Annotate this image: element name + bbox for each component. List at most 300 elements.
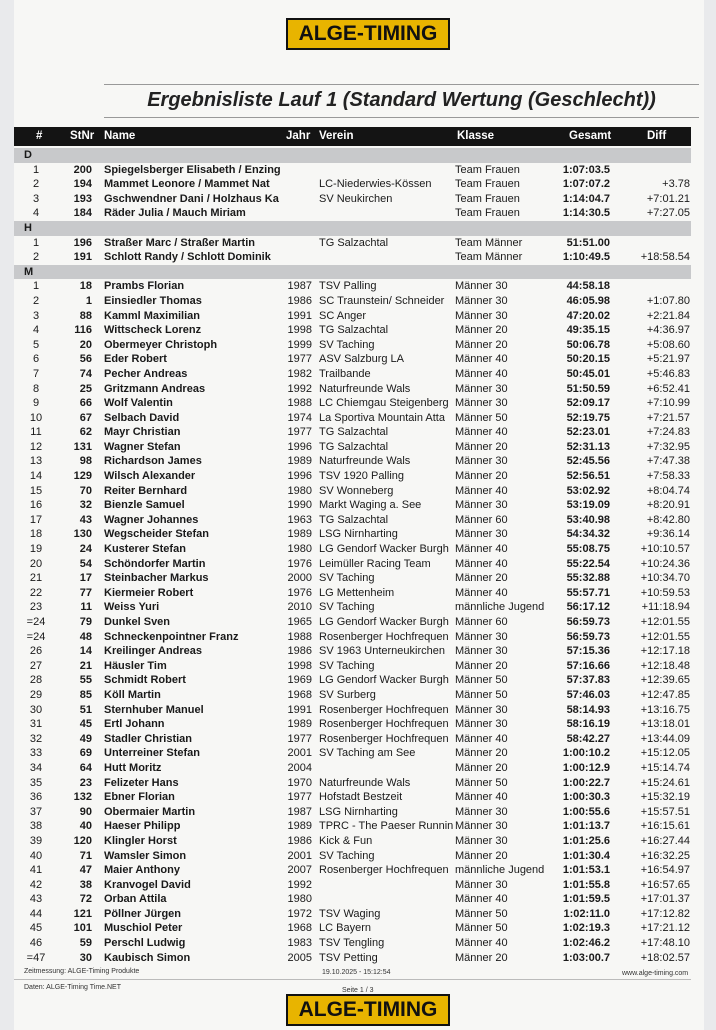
stnr-cell: 131 — [73, 440, 92, 453]
stnr-cell: 191 — [73, 251, 92, 264]
jahr-cell: 1989 — [287, 718, 312, 731]
diff-cell: +12:01.55 — [640, 630, 690, 643]
name-cell: Gschwendner Dani / Holzhaus Ka — [104, 192, 279, 205]
table-row — [14, 805, 691, 820]
rank-cell: 45 — [29, 922, 43, 935]
stnr-cell: 14 — [79, 645, 92, 658]
name-cell: Richardson James — [104, 455, 202, 468]
table-row — [14, 206, 691, 221]
klasse-cell: Männer 40 — [455, 791, 508, 804]
title-top-rule — [104, 84, 699, 85]
klasse-cell: Männer 50 — [455, 674, 508, 687]
jahr-cell: 1991 — [287, 309, 312, 322]
klasse-cell: Männer 20 — [455, 324, 508, 337]
gesamt-cell: 1:07:03.5 — [562, 163, 610, 176]
stnr-cell: 116 — [74, 324, 92, 337]
klasse-cell: Männer 30 — [455, 820, 508, 833]
gesamt-cell: 1:02:19.3 — [562, 922, 610, 935]
stnr-cell: 62 — [79, 426, 92, 439]
stnr-cell: 90 — [79, 805, 92, 818]
jahr-cell: 1999 — [287, 338, 312, 351]
name-cell: Pöllner Jürgen — [104, 907, 182, 920]
name-cell: Felizeter Hans — [104, 776, 179, 789]
gesamt-cell: 53:40.98 — [566, 513, 610, 526]
verein-cell: Rosenberger Hochfrequen — [319, 864, 449, 877]
jahr-cell: 2010 — [287, 601, 312, 614]
name-cell: Perschl Ludwig — [104, 937, 186, 950]
jahr-cell: 1970 — [287, 776, 312, 789]
stnr-cell: 25 — [79, 382, 92, 395]
klasse-cell: männliche Jugend — [455, 864, 545, 877]
rank-cell: 39 — [29, 834, 43, 847]
rank-cell: 29 — [29, 688, 43, 701]
jahr-cell: 2001 — [287, 747, 312, 760]
diff-cell: +17:21.12 — [640, 922, 690, 935]
gesamt-cell: 58:14.93 — [566, 703, 610, 716]
klasse-cell: Team Frauen — [455, 163, 520, 176]
klasse-cell: Männer 30 — [455, 878, 508, 891]
gesamt-cell: 1:03:00.7 — [562, 951, 610, 964]
jahr-cell: 1992 — [287, 382, 312, 395]
diff-cell: +13:16.75 — [640, 703, 690, 716]
stnr-cell: 71 — [79, 849, 92, 862]
jahr-cell: 1989 — [287, 528, 312, 541]
verein-cell: SC Traunstein/ Schneider — [319, 294, 445, 307]
stnr-cell: 17 — [79, 572, 92, 585]
name-cell: Räder Julia / Mauch Miriam — [104, 207, 246, 220]
stnr-cell: 59 — [79, 937, 92, 950]
jahr-cell: 1988 — [287, 630, 312, 643]
jahr-cell: 1977 — [287, 426, 312, 439]
jahr-cell: 1992 — [287, 878, 312, 891]
diff-cell: +8:42.80 — [646, 513, 690, 526]
verein-cell: TSV Tengling — [319, 937, 385, 950]
stnr-cell: 193 — [73, 192, 92, 205]
name-cell: Kiermeier Robert — [104, 586, 194, 599]
verein-cell: SV Taching — [319, 338, 375, 351]
jahr-cell: 1987 — [287, 805, 312, 818]
stnr-cell: 79 — [79, 616, 92, 628]
diff-cell: +10:34.70 — [640, 572, 690, 585]
verein-cell: TG Salzachtal — [319, 440, 389, 453]
diff-cell: +11:18.94 — [641, 601, 690, 614]
stnr-cell: 24 — [79, 543, 92, 556]
jahr-cell: 1986 — [287, 645, 312, 658]
gesamt-cell: 57:16.66 — [566, 659, 610, 672]
stnr-cell: 66 — [79, 397, 92, 410]
col-diff-header: Diff — [647, 130, 667, 142]
verein-cell: TG Salzachtal — [319, 236, 389, 249]
klasse-cell: Männer 20 — [455, 747, 508, 760]
gesamt-cell: 1:00:12.9 — [562, 761, 610, 774]
rank-cell: 11 — [30, 426, 42, 439]
table-row — [14, 921, 691, 936]
table-row — [14, 382, 691, 397]
diff-cell: +7:24.83 — [646, 426, 690, 439]
stnr-cell: 18 — [79, 280, 92, 293]
rank-cell: 33 — [29, 747, 43, 760]
klasse-cell: Männer 30 — [455, 805, 508, 818]
rank-cell: 14 — [29, 470, 43, 483]
diff-cell: +1:07.80 — [646, 294, 690, 307]
verein-cell: Naturfreunde Wals — [319, 455, 411, 468]
table-row — [14, 834, 691, 849]
klasse-cell: Team Frauen — [455, 192, 520, 205]
stnr-cell: 132 — [73, 791, 92, 804]
gesamt-cell: 57:46.03 — [566, 688, 610, 701]
table-row — [14, 557, 691, 572]
rank-cell: 43 — [29, 893, 43, 906]
klasse-cell: Männer 30 — [455, 294, 508, 307]
rank-cell: 40 — [29, 849, 43, 862]
table-row — [14, 673, 691, 688]
gesamt-cell: 46:05.98 — [566, 294, 610, 307]
table-row — [14, 600, 691, 615]
klasse-cell: Männer 20 — [455, 470, 508, 483]
jahr-cell: 1990 — [287, 499, 312, 512]
stnr-cell: 23 — [79, 776, 92, 789]
klasse-cell: Männer 40 — [455, 367, 508, 380]
verein-cell: ASV Salzburg LA — [319, 353, 404, 366]
name-cell: Straßer Marc / Straßer Martin — [104, 236, 255, 249]
diff-cell: +15:24.61 — [640, 776, 690, 789]
rank-cell: =24 — [26, 630, 46, 643]
verein-cell: TG Salzachtal — [319, 513, 389, 526]
diff-cell: +5:46.83 — [646, 367, 690, 380]
rank-cell: 46 — [29, 937, 43, 950]
table-row — [14, 907, 691, 922]
verein-cell: LC Chiemgau Steigenberg — [319, 397, 449, 410]
name-cell: Obermeyer Christoph — [104, 338, 218, 351]
name-cell: Dunkel Sven — [104, 616, 171, 628]
gesamt-cell: 50:06.78 — [566, 338, 610, 351]
gesamt-cell: 53:19.09 — [566, 499, 610, 512]
name-cell: Haeser Philipp — [104, 820, 181, 833]
name-cell: Wamsler Simon — [104, 849, 187, 862]
jahr-cell: 1968 — [287, 688, 312, 701]
jahr-cell: 1977 — [287, 791, 312, 804]
klasse-cell: Männer 60 — [455, 513, 508, 526]
stnr-cell: 88 — [79, 309, 92, 322]
verein-cell: SV 1963 Unterneukirchen — [319, 645, 445, 658]
name-cell: Mammet Leonore / Mammet Nat — [104, 178, 270, 191]
klasse-cell: Team Männer — [455, 236, 523, 249]
jahr-cell: 2007 — [287, 864, 312, 877]
table-row — [14, 688, 691, 703]
table-row — [14, 892, 691, 907]
col-verein-header: Verein — [319, 130, 354, 142]
rank-cell: 1 — [32, 236, 40, 249]
name-cell: Kreilinger Andreas — [104, 645, 203, 658]
diff-cell: +7:47.38 — [646, 455, 690, 468]
stnr-cell: 67 — [79, 411, 92, 424]
gesamt-cell: 1:01:25.6 — [562, 834, 610, 847]
rank-cell: =24 — [26, 616, 46, 628]
stnr-cell: 184 — [73, 207, 92, 220]
table-row — [14, 776, 691, 791]
rank-cell: 15 — [29, 484, 43, 497]
gesamt-cell: 1:01:55.8 — [562, 878, 610, 891]
stnr-cell: 30 — [79, 951, 92, 964]
table-row — [14, 878, 691, 893]
table-row — [14, 177, 691, 192]
rank-cell: 2 — [32, 251, 40, 264]
stnr-cell: 21 — [79, 659, 92, 672]
diff-cell: +9:36.14 — [646, 528, 690, 541]
gesamt-cell: 50:45.01 — [566, 367, 610, 380]
diff-cell: +17:48.10 — [640, 937, 690, 950]
name-cell: Wittscheck Lorenz — [104, 324, 202, 337]
klasse-cell: Männer 30 — [455, 455, 508, 468]
diff-cell: +18:58.54 — [640, 251, 690, 264]
footer-seite: Seite 1 / 3 — [342, 987, 374, 994]
name-cell: Mayr Christian — [104, 426, 181, 439]
gesamt-cell: 1:01:53.1 — [562, 864, 610, 877]
gesamt-cell: 47:20.02 — [566, 309, 610, 322]
table-row — [14, 279, 691, 294]
diff-cell: +13:18.01 — [640, 718, 690, 731]
klasse-cell: Männer 50 — [455, 411, 508, 424]
jahr-cell: 1963 — [287, 513, 312, 526]
diff-cell: +5:21.97 — [646, 353, 690, 366]
name-cell: Schmidt Robert — [104, 674, 186, 687]
stnr-cell: 72 — [79, 893, 92, 906]
diff-cell: +15:14.74 — [640, 761, 690, 774]
group-header: M — [14, 265, 691, 280]
name-cell: Weiss Yuri — [104, 601, 160, 614]
stnr-cell: 1 — [85, 294, 92, 307]
gesamt-cell: 53:02.92 — [566, 484, 610, 497]
name-cell: Obermaier Martin — [104, 805, 196, 818]
verein-cell: Trailbande — [319, 367, 371, 380]
klasse-cell: Männer 30 — [455, 309, 508, 322]
rank-cell: =47 — [26, 951, 46, 964]
diff-cell: +7:10.99 — [646, 397, 690, 410]
table-row — [14, 790, 691, 805]
klasse-cell: Männer 30 — [455, 499, 508, 512]
rank-cell: 32 — [29, 732, 43, 745]
diff-cell: +10:24.36 — [640, 557, 690, 570]
rank-cell: 20 — [29, 557, 43, 570]
rank-cell: 7 — [32, 367, 40, 380]
jahr-cell: 1980 — [287, 484, 312, 497]
verein-cell: Rosenberger Hochfrequen — [319, 732, 449, 745]
rank-cell: 26 — [29, 645, 43, 658]
table-row — [14, 352, 691, 367]
stnr-cell: 121 — [73, 907, 92, 920]
gesamt-cell: 55:22.54 — [566, 557, 610, 570]
table-row — [14, 236, 691, 251]
verein-cell: Naturfreunde Wals — [319, 382, 411, 395]
rank-cell: 21 — [29, 572, 43, 585]
diff-cell: +16:15.61 — [640, 820, 690, 833]
diff-cell: +10:10.57 — [640, 543, 690, 556]
stnr-cell: 200 — [73, 163, 92, 176]
rank-cell: 18 — [29, 528, 43, 541]
verein-cell: TG Salzachtal — [319, 324, 389, 337]
diff-cell: +18:02.57 — [640, 951, 690, 964]
table-row — [14, 863, 691, 878]
table-row — [14, 849, 691, 864]
jahr-cell: 1974 — [287, 411, 312, 424]
diff-cell: +10:59.53 — [640, 586, 690, 599]
klasse-cell: Männer 40 — [455, 484, 508, 497]
name-cell: Steinbacher Markus — [104, 572, 209, 585]
diff-cell: +8:20.91 — [646, 499, 690, 512]
diff-cell: +17:12.82 — [640, 907, 690, 920]
table-row — [14, 615, 691, 630]
table-header — [14, 127, 691, 146]
verein-cell: LG Gendorf Wacker Burgh — [319, 674, 449, 687]
rank-cell: 1 — [32, 280, 40, 293]
gesamt-cell: 57:15.36 — [566, 645, 610, 658]
stnr-cell: 49 — [79, 732, 92, 745]
klasse-cell: Männer 20 — [455, 440, 508, 453]
col-stnr-header: StNr — [70, 130, 95, 142]
diff-cell: +7:01.21 — [646, 192, 690, 205]
stnr-cell: 38 — [79, 878, 92, 891]
table-row — [14, 717, 691, 732]
rank-cell: 30 — [29, 703, 43, 716]
rank-cell: 1 — [32, 163, 40, 176]
name-cell: Klingler Horst — [104, 834, 177, 847]
klasse-cell: Männer 50 — [455, 776, 508, 789]
verein-cell: Rosenberger Hochfrequen — [319, 703, 449, 716]
table-row — [14, 571, 691, 586]
rank-cell: 36 — [29, 791, 43, 804]
stnr-cell: 69 — [79, 747, 92, 760]
klasse-cell: Männer 30 — [455, 397, 508, 410]
gesamt-cell: 1:00:30.3 — [562, 791, 610, 804]
stnr-cell: 48 — [79, 630, 92, 643]
klasse-cell: Männer 40 — [455, 893, 508, 906]
jahr-cell: 1986 — [287, 294, 312, 307]
jahr-cell: 2001 — [287, 849, 312, 862]
klasse-cell: Männer 30 — [455, 718, 508, 731]
rank-cell: 16 — [29, 499, 43, 512]
gesamt-cell: 51:50.59 — [566, 382, 610, 395]
group-header: H — [14, 221, 691, 236]
rank-cell: 23 — [29, 601, 43, 614]
klasse-cell: Team Männer — [455, 251, 523, 264]
name-cell: Prambs Florian — [104, 280, 185, 293]
diff-cell: +8:04.74 — [646, 484, 690, 497]
name-cell: Wagner Stefan — [104, 440, 181, 453]
klasse-cell: Team Frauen — [455, 207, 520, 220]
gesamt-cell: 55:32.88 — [566, 572, 610, 585]
rank-cell: 6 — [32, 353, 40, 366]
stnr-cell: 32 — [79, 499, 92, 512]
gesamt-cell: 1:14:30.5 — [562, 207, 610, 220]
stnr-cell: 98 — [79, 455, 92, 468]
gesamt-cell: 1:02:11.0 — [563, 907, 610, 920]
stnr-cell: 11 — [80, 601, 92, 614]
jahr-cell: 1976 — [287, 586, 312, 599]
stnr-cell: 56 — [79, 353, 92, 366]
verein-cell: TSV Petting — [319, 951, 378, 964]
gesamt-cell: 1:14:04.7 — [562, 192, 610, 205]
jahr-cell: 1996 — [287, 470, 312, 483]
col-jahr-header: Jahr — [286, 130, 311, 142]
alge-timing-logo-bottom: ALGE-TIMING — [286, 994, 450, 1026]
verein-cell: TPRC - The Paeser Runnin — [319, 820, 454, 833]
klasse-cell: Männer 40 — [455, 586, 508, 599]
klasse-cell: Team Frauen — [455, 178, 520, 191]
footer-datum: 19.10.2025 - 15:12:54 — [322, 969, 391, 976]
gesamt-cell: 57:37.83 — [566, 674, 610, 687]
name-cell: Hutt Moritz — [104, 761, 162, 774]
rank-cell: 12 — [29, 440, 43, 453]
table-row — [14, 425, 691, 440]
rank-cell: 3 — [32, 192, 40, 205]
jahr-cell: 1968 — [287, 922, 312, 935]
rank-cell: 3 — [32, 309, 40, 322]
verein-cell: Rosenberger Hochfrequen — [319, 630, 449, 643]
diff-cell: +6:52.41 — [646, 382, 690, 395]
diff-cell: +15:57.51 — [640, 805, 690, 818]
verein-cell: Naturfreunde Wals — [319, 776, 411, 789]
klasse-cell: Männer 40 — [455, 732, 508, 745]
stnr-cell: 51 — [79, 703, 92, 716]
gesamt-cell: 1:01:13.7 — [562, 820, 610, 833]
klasse-cell: Männer 40 — [455, 543, 508, 556]
stnr-cell: 129 — [73, 470, 92, 483]
table-row — [14, 338, 691, 353]
gesamt-cell: 56:59.73 — [566, 630, 610, 643]
stnr-cell: 77 — [79, 586, 92, 599]
gesamt-cell: 50:20.15 — [566, 353, 610, 366]
gesamt-cell: 56:17.12 — [566, 601, 610, 614]
name-cell: Einsiedler Thomas — [104, 294, 202, 307]
gesamt-cell: 52:45.56 — [566, 455, 610, 468]
verein-cell: LSG Nirnharting — [319, 528, 398, 541]
verein-cell: La Sportiva Mountain Atta — [319, 411, 445, 424]
diff-cell: +15:12.05 — [640, 747, 690, 760]
name-cell: Schneckenpointner Franz — [104, 630, 239, 643]
table-row — [14, 513, 691, 528]
table-row — [14, 163, 691, 178]
rank-cell: 10 — [29, 411, 43, 424]
name-cell: Spiegelsberger Elisabeth / Enzing — [104, 163, 281, 176]
rank-cell: 34 — [29, 761, 43, 774]
stnr-cell: 130 — [73, 528, 92, 541]
diff-cell: +12:39.65 — [640, 674, 690, 687]
gesamt-cell: 1:02:46.2 — [562, 937, 610, 950]
name-cell: Ertl Johann — [104, 718, 165, 731]
klasse-cell: Männer 30 — [455, 834, 508, 847]
verein-cell: SV Neukirchen — [319, 192, 393, 205]
gesamt-cell: 55:08.75 — [566, 543, 610, 556]
name-cell: Selbach David — [104, 411, 180, 424]
gesamt-cell: 52:19.75 — [566, 411, 610, 424]
klasse-cell: Männer 40 — [455, 557, 508, 570]
diff-cell: +3.78 — [662, 178, 690, 191]
jahr-cell: 1998 — [287, 324, 312, 337]
rank-cell: 4 — [32, 324, 40, 337]
jahr-cell: 2005 — [287, 951, 312, 964]
stnr-cell: 74 — [79, 367, 92, 380]
verein-cell: LG Gendorf Wacker Burgh — [319, 616, 449, 628]
verein-cell: Rosenberger Hochfrequen — [319, 718, 449, 731]
name-cell: Maier Anthony — [104, 864, 180, 877]
gesamt-cell: 52:09.17 — [566, 397, 610, 410]
klasse-cell: Männer 20 — [455, 659, 508, 672]
klasse-cell: Männer 30 — [455, 645, 508, 658]
gesamt-cell: 51:51.00 — [566, 236, 610, 249]
table-row — [14, 630, 691, 645]
name-cell: Wilsch Alexander — [104, 470, 196, 483]
klasse-cell: Männer 60 — [455, 616, 508, 628]
